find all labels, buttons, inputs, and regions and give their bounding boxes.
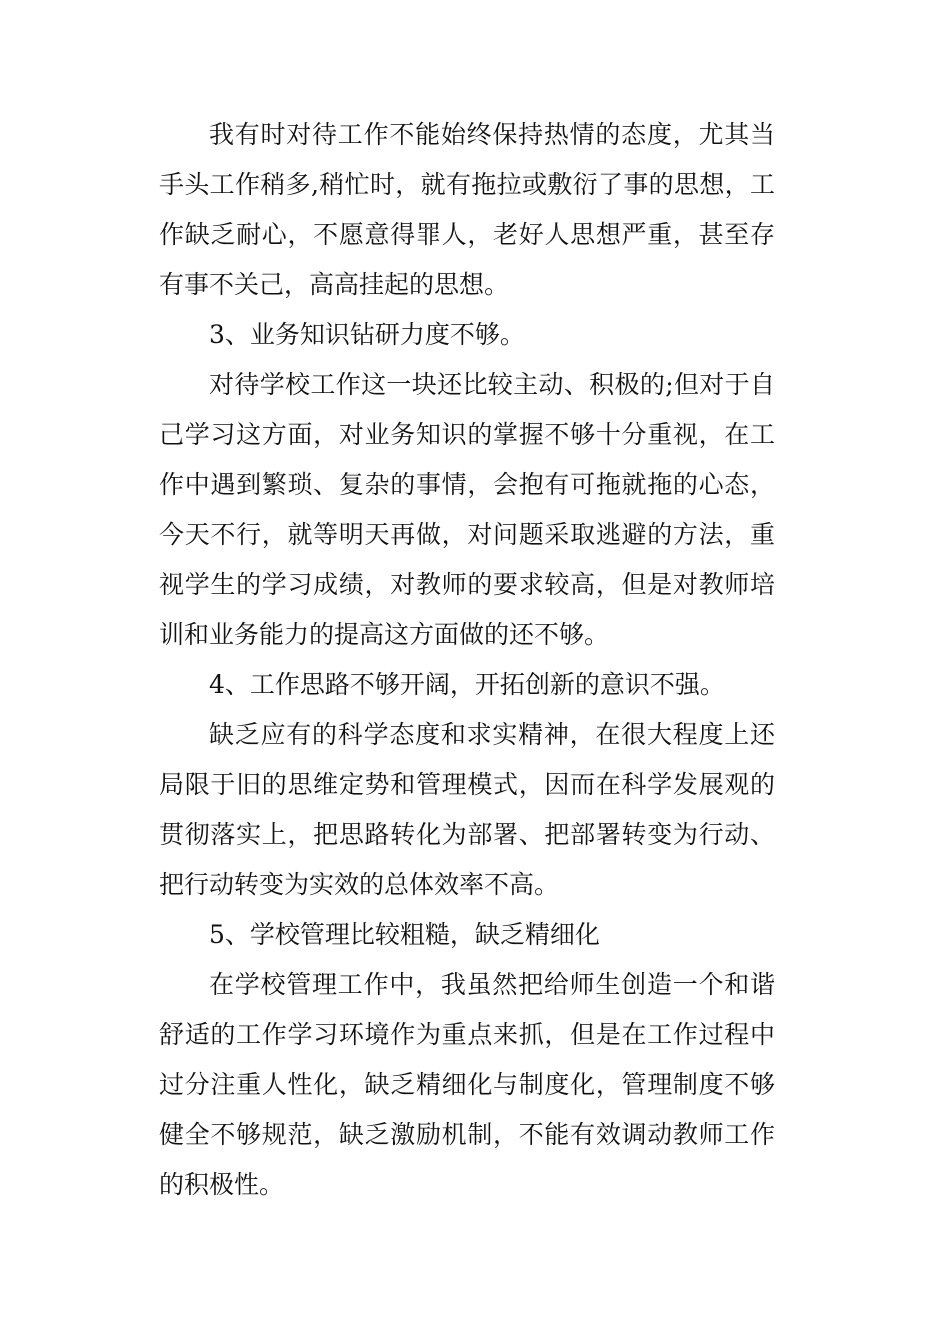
section-heading-4: 4、工作思路不够开阔，开拓创新的意识不强。 [209,670,725,699]
paragraph-2: 对待学校工作这一块还比较主动、积极的;但对于自己学习这方面，对业务知识的掌握不够十分重视，在工作中遇到繁琐、复杂的事情，会抱有可拖就拖的心态，今天不行，就等明天再做，对问题采取逃避的方法，重视学生的学习成绩，对教师的要求较高，但是对教师培训和业务能力的提高这方面做的还不够。 [159,370,775,649]
section-heading-5: 5、学校管理比较粗糙，缺乏精细化 [209,920,600,949]
paragraph-1: 我有时对待工作不能始终保持热情的态度，尤其当手头工作稍多,稍忙时，就有拖拉或敷衍了事的思想，工作缺乏耐心，不愿意得罪人，老好人思想严重，甚至存有事不关己，高高挂起的思想。 [159,120,775,299]
document-body [159,110,775,1210]
paragraph-4: 在学校管理工作中，我虽然把给师生创造一个和谐舒适的工作学习环境作为重点来抓，但是在工作过程中过分注重人性化，缺乏精细化与制度化，管理制度不够健全不够规范，缺乏激励机制，不能有效调动教师工作的积极性。 [159,970,775,1199]
section-heading-3: 3、业务知识钻研力度不够。 [209,320,525,349]
paragraph-3: 缺乏应有的科学态度和求实精神，在很大程度上还局限于旧的思维定势和管理模式，因而在科学发展观的贯彻落实上，把思路转化为部署、把部署转变为行动、把行动转变为实效的总体效率不高。 [159,720,775,899]
